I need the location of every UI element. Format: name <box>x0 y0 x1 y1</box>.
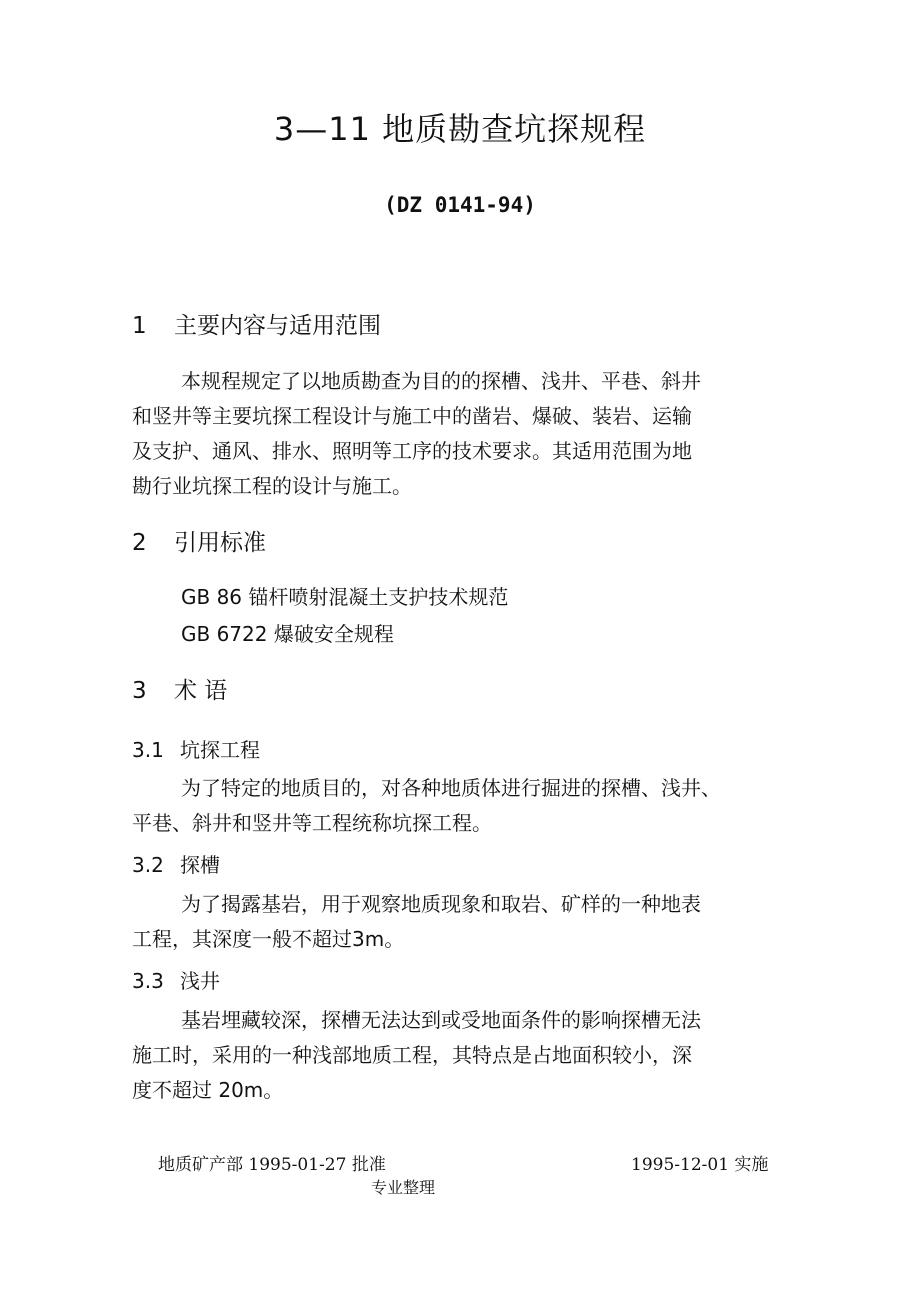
subsection-3-2-paragraph <box>132 887 772 957</box>
paragraph-line: 为了特定的地质目的，对各种地质体进行掘进的探槽、浅井、 <box>181 776 721 800</box>
reference-item: GB 6722 爆破安全规程 <box>181 622 394 646</box>
subsection-number: 3.3 <box>132 969 164 993</box>
paragraph-line: 及支护、通风、排水、照明等工序的技术要求。其适用范围为地 <box>132 439 692 463</box>
paragraph-line: 工程，其深度一般不超过3m。 <box>132 927 405 951</box>
reference-item: GB 86 锚杆喷射混凝土支护技术规范 <box>181 585 509 609</box>
section-3-heading <box>132 672 227 705</box>
subsection-title: 探槽 <box>180 853 220 877</box>
implementation-date: 1995-12-01 实施 <box>631 1155 769 1175</box>
section-number: 2 <box>132 530 147 556</box>
standard-code: (DZ 0141-94) <box>384 193 536 217</box>
subsection-3-3-heading <box>132 965 220 994</box>
subsection-3-1-paragraph <box>132 771 772 841</box>
section-title: 术 语 <box>174 678 228 704</box>
subsection-3-3-paragraph <box>132 1003 772 1108</box>
reference-list <box>181 579 508 653</box>
section-number: 1 <box>132 313 147 339</box>
section-number: 3 <box>132 678 147 704</box>
paragraph-line: 勘行业坑探工程的设计与施工。 <box>132 474 412 498</box>
approval-date: 地质矿产部 1995-01-27 批准 <box>158 1155 386 1175</box>
document-title: 3—11 地质勘查坑探规程 <box>273 110 647 148</box>
section-1-paragraph <box>132 364 772 504</box>
paragraph-line: 度不超过 20m。 <box>132 1078 284 1102</box>
subsection-number: 3.2 <box>132 853 164 877</box>
section-title: 引用标准 <box>174 530 266 556</box>
subsection-3-1-heading <box>132 734 260 763</box>
subsection-number: 3.1 <box>132 738 164 762</box>
subsection-3-2-heading <box>132 849 220 878</box>
paragraph-line: 平巷、斜井和竖井等工程统称坑探工程。 <box>132 811 492 835</box>
paragraph-line: 为了揭露基岩，用于观察地质现象和取岩、矿样的一种地表 <box>181 892 701 916</box>
section-2-heading <box>132 524 266 557</box>
section-1-heading <box>132 307 381 340</box>
paragraph-line: 本规程规定了以地质勘查为目的的探槽、浅井、平巷、斜井 <box>181 369 701 393</box>
section-title: 主要内容与适用范围 <box>174 313 381 339</box>
footer-note: 专业整理 <box>371 1178 436 1197</box>
paragraph-line: 基岩埋藏较深，探槽无法达到或受地面条件的影响探槽无法 <box>181 1008 701 1032</box>
paragraph-line: 和竖井等主要坑探工程设计与施工中的凿岩、爆破、装岩、运输 <box>132 404 692 428</box>
paragraph-line: 施工时，采用的一种浅部地质工程，其特点是占地面积较小，深 <box>132 1043 692 1067</box>
subsection-title: 坑探工程 <box>180 738 260 762</box>
subsection-title: 浅井 <box>180 969 220 993</box>
